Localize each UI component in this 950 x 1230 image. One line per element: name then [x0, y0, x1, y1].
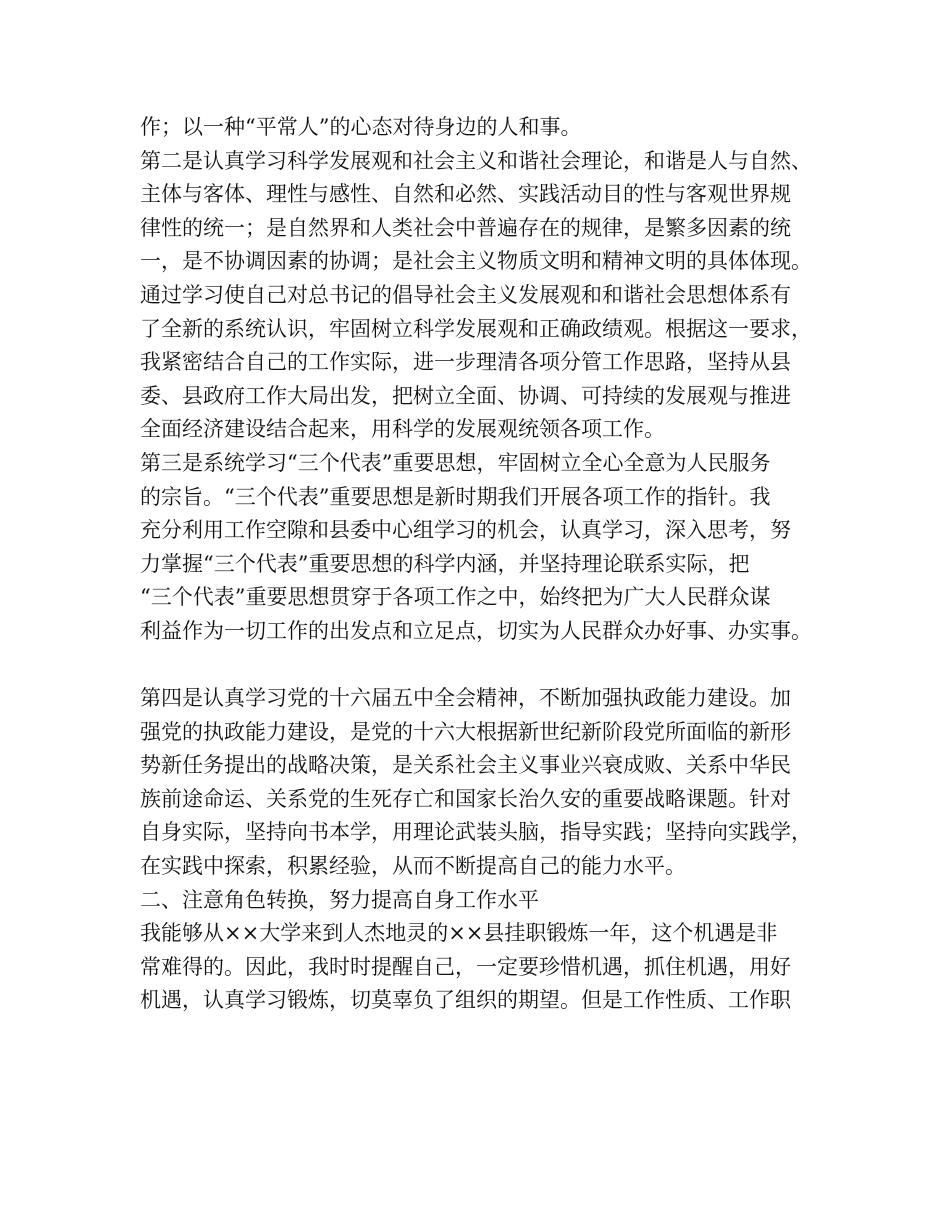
text-line: “三个代表”重要思想贯穿于各项工作之中，始终把为广大人民群众谋 — [140, 585, 771, 610]
text-line: 通过学习使自己对总书记的倡导社会主义发展观和和谐社会思想体系有 — [140, 282, 791, 307]
paragraph-5 — [140, 917, 830, 1018]
paragraph-4 — [140, 682, 830, 884]
paragraph-2 — [140, 145, 830, 447]
text-line: 了全新的系统认识，牢固树立科学发展观和正确政绩观。根据这一要求， — [140, 316, 812, 341]
text-line: 全面经济建设结合起来，用科学的发展观统领各项工作。 — [140, 417, 665, 442]
text-line: 律性的统一；是自然界和人类社会中普遍存在的规律，是繁多因素的统 — [140, 215, 791, 240]
text-line: 强党的执政能力建设，是党的十六大根据新世纪新阶段党所面临的新形 — [140, 719, 791, 744]
section-heading — [140, 884, 830, 918]
text-line: 力掌握“三个代表”重要思想的科学内涵，并坚持理论联系实际，把 — [140, 551, 750, 576]
document-body — [140, 111, 830, 1018]
text-line: 的宗旨。“三个代表”重要思想是新时期我们开展各项工作的指针。我 — [140, 484, 771, 509]
text-line: 在实践中探索，积累经验，从而不断提高自己的能力水平。 — [140, 854, 686, 879]
text-line: 势新任务提出的战略决策，是关系社会主义事业兴衰成败、关系中华民 — [140, 753, 791, 778]
text-line: 作；以一种“平常人”的心态对待身边的人和事。 — [140, 115, 582, 139]
text-line: 自身实际，坚持向书本学，用理论武装头脑，指导实践；坚持向实践学， — [140, 820, 812, 845]
text-line: 一，是不协调因素的协调；是社会主义物质文明和精神文明的具体体现。 — [140, 249, 812, 274]
text-line: 常难得的。因此，我时时提醒自己，一定要珍惜机遇，抓住机遇，用好 — [140, 954, 791, 979]
text-line: 第三是系统学习“三个代表”重要思想，牢固树立全心全意为人民服务 — [140, 450, 771, 475]
text-line: 第二是认真学习科学发展观和社会主义和谐社会理论，和谐是人与自然、 — [140, 148, 812, 173]
text-line: 机遇，认真学习锻炼，切莫辜负了组织的期望。但是工作性质、工作职 — [140, 988, 791, 1013]
text-line: 充分利用工作空隙和县委中心组学习的机会，认真学习，深入思考，努 — [140, 518, 791, 543]
text-line: 主体与客体、理性与感性、自然和必然、实践活动目的性与客观世界规 — [140, 182, 791, 207]
paragraph-1 — [140, 111, 830, 145]
text-line: 族前途命运、关系党的生死存亡和国家长治久安的重要战略课题。针对 — [140, 786, 791, 811]
paragraph-gap — [140, 649, 830, 683]
paragraph-3 — [140, 447, 830, 649]
section-heading-text: 二、注意角色转换，努力提高自身工作水平 — [140, 887, 539, 912]
text-line: 我紧密结合自己的工作实际，进一步理清各项分管工作思路，坚持从县 — [140, 350, 791, 375]
text-line: 委、县政府工作大局出发，把树立全面、协调、可持续的发展观与推进 — [140, 383, 791, 408]
text-line: 我能够从××大学来到人杰地灵的××县挂职锻炼一年，这个机遇是非 — [140, 921, 778, 946]
text-line: 第四是认真学习党的十六届五中全会精神，不断加强执政能力建设。加 — [140, 686, 791, 711]
text-line: 利益作为一切工作的出发点和立足点，切实为人民群众办好事、办实事。 — [140, 618, 812, 643]
